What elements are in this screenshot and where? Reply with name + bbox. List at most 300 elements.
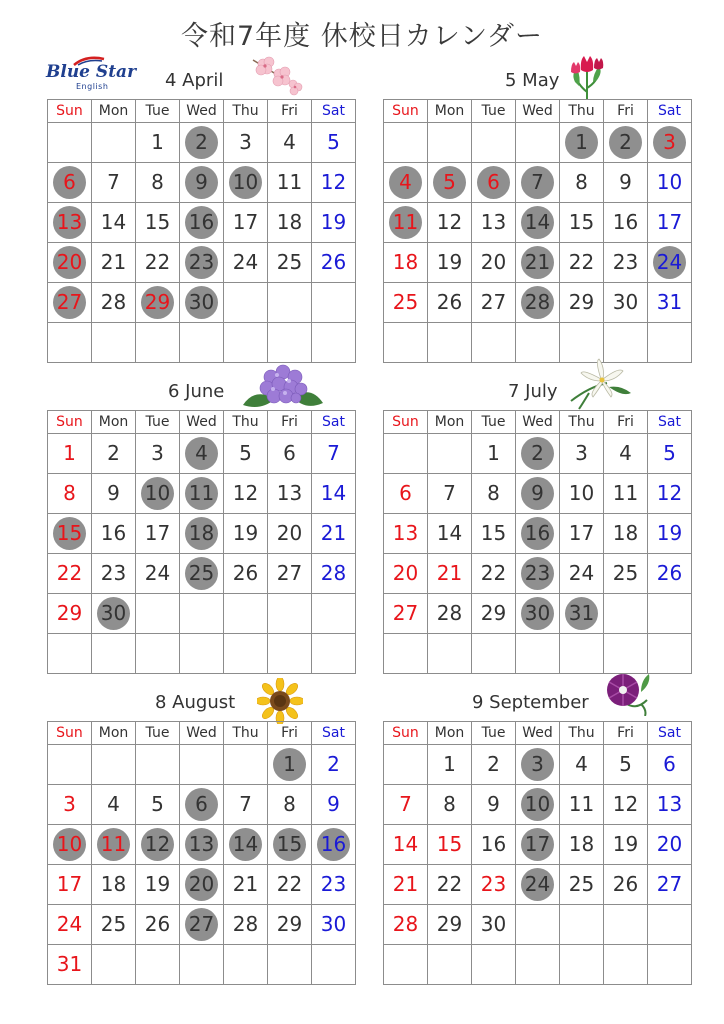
empty-cell	[92, 323, 136, 363]
day-cell	[560, 123, 604, 163]
day-number: 7	[107, 170, 120, 194]
week-row	[48, 514, 356, 554]
weekday-wed: Wed	[516, 100, 560, 123]
weekday-header-row	[48, 100, 356, 123]
empty-cell	[604, 634, 648, 674]
empty-cell	[136, 323, 180, 363]
closed-day-number: 20	[53, 246, 86, 279]
day-number: 28	[100, 290, 127, 314]
day-number: 20	[276, 521, 303, 545]
day-number: 13	[392, 521, 419, 545]
empty-cell	[384, 945, 428, 985]
day-cell	[224, 243, 268, 283]
week-row	[384, 905, 692, 945]
day-cell	[224, 434, 268, 474]
day-cell	[516, 594, 560, 634]
closed-day-number: 10	[141, 477, 174, 510]
empty-cell	[604, 945, 648, 985]
day-cell	[516, 283, 560, 323]
empty-cell	[648, 634, 692, 674]
day-number: 3	[151, 441, 164, 465]
week-row	[384, 825, 692, 865]
weekday-thu: Thu	[224, 411, 268, 434]
day-number: 25	[100, 912, 127, 936]
day-cell	[180, 283, 224, 323]
day-cell	[428, 514, 472, 554]
day-cell	[224, 474, 268, 514]
day-cell	[516, 163, 560, 203]
day-cell	[384, 243, 428, 283]
day-cell	[312, 825, 356, 865]
day-number: 5	[663, 441, 676, 465]
day-cell	[604, 554, 648, 594]
day-cell	[560, 554, 604, 594]
day-cell	[312, 163, 356, 203]
empty-cell	[180, 594, 224, 634]
empty-cell	[180, 323, 224, 363]
weekday-tue: Tue	[472, 722, 516, 745]
week-row	[384, 745, 692, 785]
logo-subtext: English	[76, 82, 109, 91]
day-cell	[648, 203, 692, 243]
weekday-tue: Tue	[136, 100, 180, 123]
day-number: 9	[487, 792, 500, 816]
day-cell	[136, 283, 180, 323]
empty-cell	[428, 434, 472, 474]
weekday-header-row	[48, 411, 356, 434]
day-cell	[384, 785, 428, 825]
day-number: 16	[612, 210, 639, 234]
empty-cell	[516, 323, 560, 363]
day-cell	[180, 163, 224, 203]
day-number: 19	[656, 521, 683, 545]
week-row	[384, 434, 692, 474]
day-number: 21	[320, 521, 347, 545]
day-number: 11	[612, 481, 639, 505]
closed-day-number: 15	[273, 828, 306, 861]
day-cell	[48, 203, 92, 243]
day-number: 20	[392, 561, 419, 585]
empty-cell	[268, 634, 312, 674]
closed-day-number: 1	[565, 126, 598, 159]
day-number: 14	[392, 832, 419, 856]
empty-cell	[428, 123, 472, 163]
empty-cell	[560, 634, 604, 674]
tulip-icon	[569, 52, 605, 102]
day-cell	[560, 243, 604, 283]
closed-day-number: 5	[433, 166, 466, 199]
empty-cell	[224, 634, 268, 674]
closed-day-number: 31	[565, 597, 598, 630]
day-number: 24	[568, 561, 595, 585]
calendar-grid	[383, 410, 692, 674]
weekday-sun: Sun	[48, 722, 92, 745]
day-number: 15	[480, 521, 507, 545]
empty-cell	[604, 594, 648, 634]
day-number: 19	[320, 210, 347, 234]
day-cell	[268, 163, 312, 203]
day-number: 17	[232, 210, 259, 234]
weekday-sun: Sun	[384, 411, 428, 434]
day-cell	[180, 825, 224, 865]
day-cell	[312, 203, 356, 243]
closed-day-number: 11	[389, 206, 422, 239]
weekday-fri: Fri	[604, 722, 648, 745]
weekday-wed: Wed	[180, 100, 224, 123]
day-number: 19	[612, 832, 639, 856]
day-number: 12	[320, 170, 347, 194]
closed-day-number: 9	[521, 477, 554, 510]
weekday-mon: Mon	[428, 722, 472, 745]
day-cell	[472, 514, 516, 554]
day-cell	[648, 283, 692, 323]
day-number: 6	[283, 441, 296, 465]
weekday-wed: Wed	[516, 722, 560, 745]
day-cell	[180, 434, 224, 474]
day-cell	[648, 554, 692, 594]
empty-cell	[180, 945, 224, 985]
day-number: 8	[443, 792, 456, 816]
day-cell	[312, 434, 356, 474]
day-cell	[604, 474, 648, 514]
day-cell	[648, 434, 692, 474]
day-cell	[560, 514, 604, 554]
day-cell	[604, 785, 648, 825]
day-number: 18	[392, 250, 419, 274]
closed-day-number: 30	[521, 597, 554, 630]
day-cell	[180, 203, 224, 243]
day-number: 24	[56, 912, 83, 936]
empty-cell	[648, 945, 692, 985]
day-cell	[268, 123, 312, 163]
day-number: 5	[151, 792, 164, 816]
week-row	[48, 825, 356, 865]
day-number: 1	[443, 752, 456, 776]
week-row	[384, 323, 692, 363]
day-number: 16	[100, 521, 127, 545]
day-cell	[268, 554, 312, 594]
week-row	[48, 163, 356, 203]
week-row	[48, 905, 356, 945]
day-cell	[312, 474, 356, 514]
week-row	[48, 243, 356, 283]
day-cell	[384, 865, 428, 905]
day-cell	[92, 554, 136, 594]
closed-day-number: 12	[141, 828, 174, 861]
day-number: 30	[320, 912, 347, 936]
empty-cell	[48, 323, 92, 363]
day-cell	[648, 243, 692, 283]
day-cell	[136, 785, 180, 825]
day-number: 23	[612, 250, 639, 274]
closed-day-number: 23	[185, 246, 218, 279]
weekday-sun: Sun	[48, 411, 92, 434]
empty-cell	[312, 323, 356, 363]
closed-day-number: 29	[141, 286, 174, 319]
day-cell	[136, 865, 180, 905]
day-number: 18	[276, 210, 303, 234]
closed-day-number: 18	[185, 517, 218, 550]
weekday-fri: Fri	[268, 411, 312, 434]
empty-cell	[268, 323, 312, 363]
closed-day-number: 14	[521, 206, 554, 239]
day-number: 12	[656, 481, 683, 505]
empty-cell	[428, 945, 472, 985]
lily-icon	[569, 357, 633, 411]
day-cell	[180, 785, 224, 825]
calendar-grid	[47, 99, 356, 363]
weekday-thu: Thu	[560, 411, 604, 434]
sunflower-icon	[257, 678, 303, 724]
empty-cell	[224, 945, 268, 985]
day-cell	[472, 203, 516, 243]
day-cell	[268, 203, 312, 243]
day-number: 23	[100, 561, 127, 585]
blue-star-logo	[46, 56, 137, 92]
week-row	[384, 634, 692, 674]
month-title: 4 April	[165, 70, 224, 91]
day-number: 4	[283, 130, 296, 154]
day-number: 7	[443, 481, 456, 505]
day-cell	[312, 514, 356, 554]
empty-cell	[516, 123, 560, 163]
closed-day-number: 24	[653, 246, 686, 279]
weekday-header-row	[384, 100, 692, 123]
logo-text: Blue Star	[46, 62, 137, 82]
day-cell	[48, 945, 92, 985]
day-cell	[516, 514, 560, 554]
week-row	[384, 785, 692, 825]
day-number: 26	[656, 561, 683, 585]
day-number: 5	[327, 130, 340, 154]
empty-cell	[384, 634, 428, 674]
closed-day-number: 1	[273, 748, 306, 781]
day-cell	[48, 865, 92, 905]
day-cell	[92, 163, 136, 203]
week-row	[384, 514, 692, 554]
day-number: 22	[436, 872, 463, 896]
weekday-wed: Wed	[180, 411, 224, 434]
day-number: 27	[276, 561, 303, 585]
day-number: 19	[232, 521, 259, 545]
closed-day-number: 14	[229, 828, 262, 861]
weekday-fri: Fri	[268, 100, 312, 123]
day-number: 8	[63, 481, 76, 505]
empty-cell	[224, 745, 268, 785]
weekday-mon: Mon	[92, 722, 136, 745]
page-title: 令和7年度 休校日カレンダー	[180, 21, 543, 52]
day-number: 4	[575, 752, 588, 776]
closed-day-number: 6	[477, 166, 510, 199]
day-number: 1	[63, 441, 76, 465]
day-cell	[560, 163, 604, 203]
empty-cell	[312, 945, 356, 985]
closed-day-number: 16	[521, 517, 554, 550]
closed-day-number: 16	[317, 828, 350, 861]
day-cell	[92, 514, 136, 554]
day-number: 21	[392, 872, 419, 896]
day-number: 30	[612, 290, 639, 314]
weekday-sat: Sat	[648, 100, 692, 123]
day-cell	[648, 785, 692, 825]
empty-cell	[312, 283, 356, 323]
day-cell	[224, 554, 268, 594]
day-number: 20	[656, 832, 683, 856]
day-cell	[604, 163, 648, 203]
day-cell	[48, 283, 92, 323]
week-row	[384, 243, 692, 283]
day-cell	[136, 905, 180, 945]
day-cell	[560, 594, 604, 634]
week-row	[48, 474, 356, 514]
day-number: 16	[480, 832, 507, 856]
day-cell	[516, 203, 560, 243]
day-cell	[384, 474, 428, 514]
day-cell	[384, 905, 428, 945]
day-number: 18	[100, 872, 127, 896]
day-cell	[560, 283, 604, 323]
day-number: 15	[436, 832, 463, 856]
calendar-grid	[383, 721, 692, 985]
week-row	[384, 283, 692, 323]
week-row	[48, 865, 356, 905]
day-cell	[648, 474, 692, 514]
empty-cell	[312, 634, 356, 674]
weekday-wed: Wed	[516, 411, 560, 434]
day-cell	[48, 163, 92, 203]
day-number: 3	[575, 441, 588, 465]
day-number: 21	[436, 561, 463, 585]
empty-cell	[648, 905, 692, 945]
weekday-thu: Thu	[560, 100, 604, 123]
day-number: 3	[239, 130, 252, 154]
week-row	[384, 123, 692, 163]
weekday-sat: Sat	[312, 100, 356, 123]
closed-day-number: 10	[53, 828, 86, 861]
day-number: 31	[56, 952, 83, 976]
day-cell	[516, 554, 560, 594]
empty-cell	[136, 634, 180, 674]
day-number: 24	[232, 250, 259, 274]
day-cell	[312, 554, 356, 594]
day-cell	[268, 514, 312, 554]
closed-day-number: 30	[185, 286, 218, 319]
day-cell	[92, 243, 136, 283]
empty-cell	[136, 945, 180, 985]
day-number: 21	[232, 872, 259, 896]
empty-cell	[472, 123, 516, 163]
empty-cell	[648, 594, 692, 634]
day-number: 25	[612, 561, 639, 585]
day-cell	[516, 865, 560, 905]
day-cell	[648, 745, 692, 785]
day-cell	[48, 825, 92, 865]
week-row	[48, 434, 356, 474]
empty-cell	[648, 323, 692, 363]
weekday-header-row	[48, 722, 356, 745]
week-row	[48, 203, 356, 243]
day-number: 17	[568, 521, 595, 545]
day-cell	[428, 785, 472, 825]
day-number: 26	[612, 872, 639, 896]
closed-day-number: 11	[185, 477, 218, 510]
weekday-thu: Thu	[560, 722, 604, 745]
morning-glory-icon	[601, 670, 651, 716]
weekday-fri: Fri	[268, 722, 312, 745]
day-number: 14	[436, 521, 463, 545]
day-number: 25	[568, 872, 595, 896]
month-title: 5 May	[505, 70, 560, 91]
day-cell	[224, 785, 268, 825]
day-number: 6	[399, 481, 412, 505]
day-cell	[648, 865, 692, 905]
day-cell	[384, 514, 428, 554]
week-row	[48, 594, 356, 634]
day-cell	[180, 905, 224, 945]
empty-cell	[136, 745, 180, 785]
empty-cell	[312, 594, 356, 634]
closed-day-number: 21	[521, 246, 554, 279]
weekday-tue: Tue	[472, 411, 516, 434]
closed-day-number: 30	[97, 597, 130, 630]
day-cell	[92, 825, 136, 865]
week-row	[384, 594, 692, 634]
day-number: 21	[100, 250, 127, 274]
day-number: 25	[392, 290, 419, 314]
day-cell	[472, 163, 516, 203]
empty-cell	[92, 745, 136, 785]
empty-cell	[428, 634, 472, 674]
day-number: 10	[568, 481, 595, 505]
day-cell	[224, 865, 268, 905]
day-cell	[268, 243, 312, 283]
day-cell	[560, 865, 604, 905]
day-number: 3	[63, 792, 76, 816]
day-number: 29	[568, 290, 595, 314]
calendar-grid	[47, 721, 356, 985]
day-cell	[384, 163, 428, 203]
day-cell	[648, 163, 692, 203]
day-cell	[180, 554, 224, 594]
week-row	[384, 203, 692, 243]
day-cell	[224, 825, 268, 865]
day-number: 18	[612, 521, 639, 545]
day-cell	[428, 283, 472, 323]
closed-day-number: 4	[389, 166, 422, 199]
day-cell	[560, 825, 604, 865]
day-number: 22	[144, 250, 171, 274]
day-number: 9	[619, 170, 632, 194]
closed-day-number: 7	[521, 166, 554, 199]
closed-day-number: 24	[521, 868, 554, 901]
day-cell	[428, 594, 472, 634]
day-cell	[136, 163, 180, 203]
day-number: 8	[487, 481, 500, 505]
day-cell	[472, 745, 516, 785]
day-cell	[312, 123, 356, 163]
day-number: 12	[436, 210, 463, 234]
day-number: 29	[436, 912, 463, 936]
day-number: 2	[107, 441, 120, 465]
day-cell	[472, 434, 516, 474]
day-number: 11	[276, 170, 303, 194]
day-cell	[560, 745, 604, 785]
closed-day-number: 3	[521, 748, 554, 781]
empty-cell	[384, 745, 428, 785]
day-cell	[428, 905, 472, 945]
day-number: 13	[656, 792, 683, 816]
closed-day-number: 6	[53, 166, 86, 199]
